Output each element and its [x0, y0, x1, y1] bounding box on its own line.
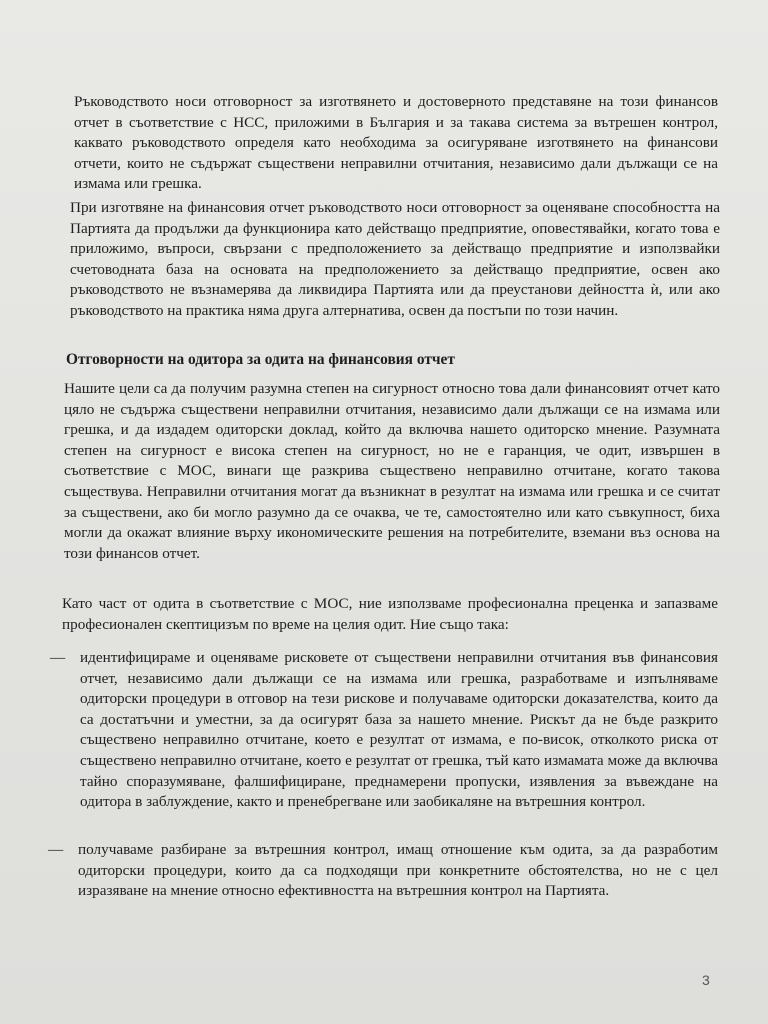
- professional-judgement-paragraph: Като част от одита в съответствие с МОС, ние използваме професионална преценка и запазваме професионален скептицизъм по време на целия одит. Ние също така:: [62, 595, 718, 633]
- audit-objectives-paragraph: Нашите цели са да получим разумна степен на сигурност относно това дали финансовият отчет като цяло не съдържа съществени неправилни отчитания, независимо дали дължащи се на измама или грешка, и да издадем одиторски доклад, който да включва нашето одиторско мнение. Разумната степен на сигурност е висока степен на сигурност, но не е гаранция, че одит, извършен в съответствие с МОС, винаги ще разкрива съществено неправилно отчитане, когато такова съществува. Неправилни отчитания могат да възникнат в резултат на измама или грешка и се считат за съществени, ако би могло разумно да се очаква, че те, самостоятелно или като съвкупност, биха могли да окажат влияние върху икономическите решения на потребителите, вземани въз основа на този финансов отчет.: [64, 380, 720, 562]
- management-responsibility-paragraph: Ръководството носи отговорност за изготвянето и достоверното представяне на този финансов отчет в съответствие с НСС, приложими в България и за такава система за вътрешен контрол, каквато ръководството определя като необходима за осигуряване изготвянето на финансови отчети, които не съдържат съществени неправилни отчитания, независимо дали дължащи се на измама или грешка.: [74, 93, 718, 193]
- bullet-dash: —: [48, 841, 64, 858]
- bullet-text: получаваме разбиране за вътрешния контрол, имащ отношение към одита, за да разработим одиторски процедури, които да са подходящи при конкретните обстоятелства, но не с цел изразяване на мнение относно ефективността на вътрешния контрол на Партията.: [78, 841, 718, 900]
- bullet-text: идентифицираме и оценяваме рисковете от съществени неправилни отчитания във финансовия отчет, независимо дали дължащи се на измама или грешка, разработваме и изпълняваме одиторски процедури в отговор на тези рискове и получаваме одиторски доказателства, които да са достатъчни и уместни, за да осигурят база за нашето мнение. Рискът да не бъде разкрито съществено неправилно отчитане, което е резултат от измама, е по-висок, отколкото риска от съществено неправилно отчитане, което е резултат от грешка, тъй като измамата може да включва тайно споразумяване, фалшифициране, преднамерени пропуски, изявления за въвеждане на одитора в заблуждение, както и пренебрегване или заобикаляне на вътрешния контрол.: [80, 649, 718, 811]
- page-number: 3: [702, 972, 710, 988]
- bullet-dash: —: [50, 649, 66, 666]
- auditor-responsibilities-heading: Отговорности на одитора за одита на финансовия отчет: [66, 351, 455, 368]
- going-concern-paragraph: При изготвяне на финансовия отчет ръководството носи отговорност за оценяване способността на Партията да продължи да функционира като действащо предприятие, оповестявайки, когато това е приложимо, въпроси, свързани с предположението за действащо предприятие и използвайки счетоводната база на основата на предположението за действащо предприятие, освен ако ръководството не възнамерява да ликвидира Партията или да преустанови дейността ѝ, или ако ръководството на практика няма друга алтернатива, освен да постъпи по този начин.: [70, 199, 720, 319]
